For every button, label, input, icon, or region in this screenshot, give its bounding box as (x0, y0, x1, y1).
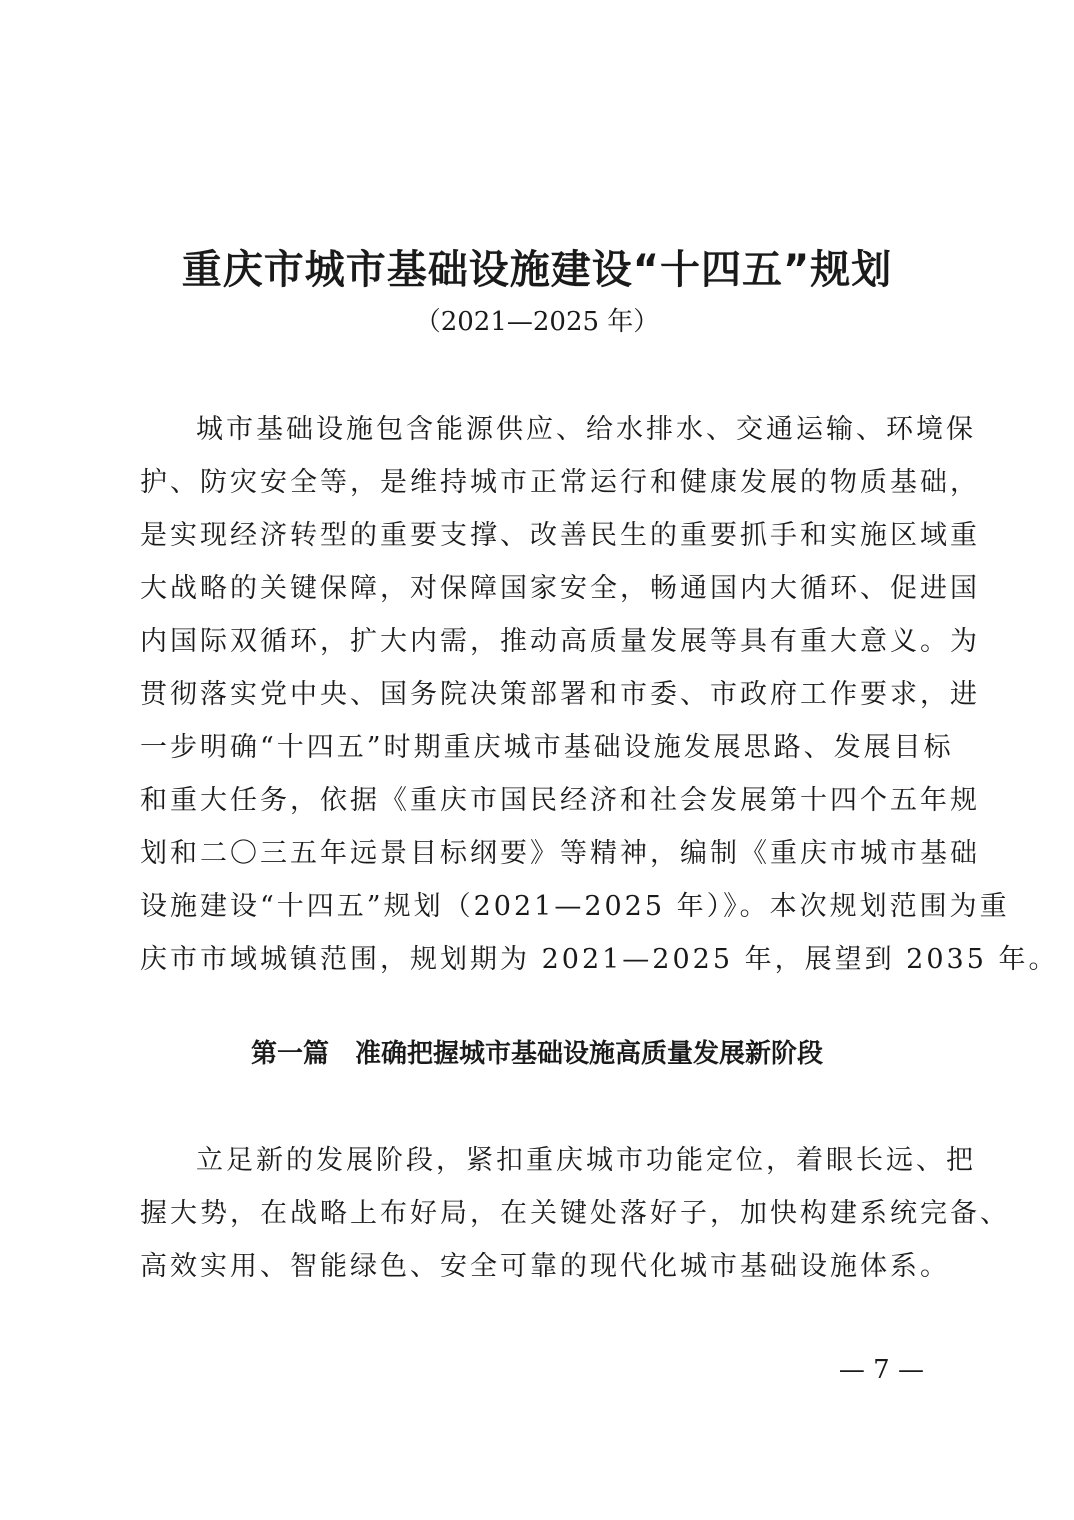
document-title: 重庆市城市基础设施建设“十四五”规划 (181, 247, 893, 293)
section-heading: 第一篇 准确把握城市基础设施高质量发展新阶段 (250, 1039, 823, 1069)
paragraph-line: 护、防灾安全等，是维持城市正常运行和健康发展的物质基础， (140, 467, 980, 498)
paragraph-line: 贯彻落实党中央、国务院决策部署和市委、市政府工作要求，进 (140, 679, 980, 710)
paragraph-line: 设施建设“十四五”规划（2021—2025 年）》。本次规划范围为重 (140, 891, 1010, 922)
paragraph-line: 是实现经济转型的重要支撑、改善民生的重要抓手和实施区域重 (140, 520, 980, 551)
paragraph-line: 大战略的关键保障，对保障国家安全，畅通国内大循环、促进国 (140, 573, 980, 604)
paragraph-line: 内国际双循环，扩大内需，推动高质量发展等具有重大意义。为 (140, 626, 980, 657)
paragraph-line: 划和二〇三五年远景目标纲要》等精神，编制《重庆市城市基础 (140, 838, 980, 869)
paragraph-line: 一步明确“十四五”时期重庆城市基础设施发展思路、发展目标 (140, 732, 954, 763)
paragraph-line: 高效实用、智能绿色、安全可靠的现代化城市基础设施体系。 (140, 1251, 950, 1282)
paragraph-line: 庆市市域城镇范围，规划期为 2021—2025 年，展望到 2035 年。 (140, 944, 1059, 975)
intro-paragraph (140, 403, 1059, 986)
document-subtitle: （2021—2025 年） (414, 307, 660, 337)
paragraph-line: 和重大任务，依据《重庆市国民经济和社会发展第十四个五年规 (140, 785, 980, 816)
paragraph-line: 立足新的发展阶段，紧扣重庆城市功能定位，着眼长远、把 (196, 1145, 976, 1176)
paragraph-line: 城市基础设施包含能源供应、给水排水、交通运输、环境保 (196, 414, 976, 445)
paragraph-line: 握大势，在战略上布好局，在关键处落好子，加快构建系统完备、 (140, 1198, 1010, 1229)
section-paragraph (140, 1134, 1010, 1293)
page-number: — 7 — (838, 1355, 924, 1385)
